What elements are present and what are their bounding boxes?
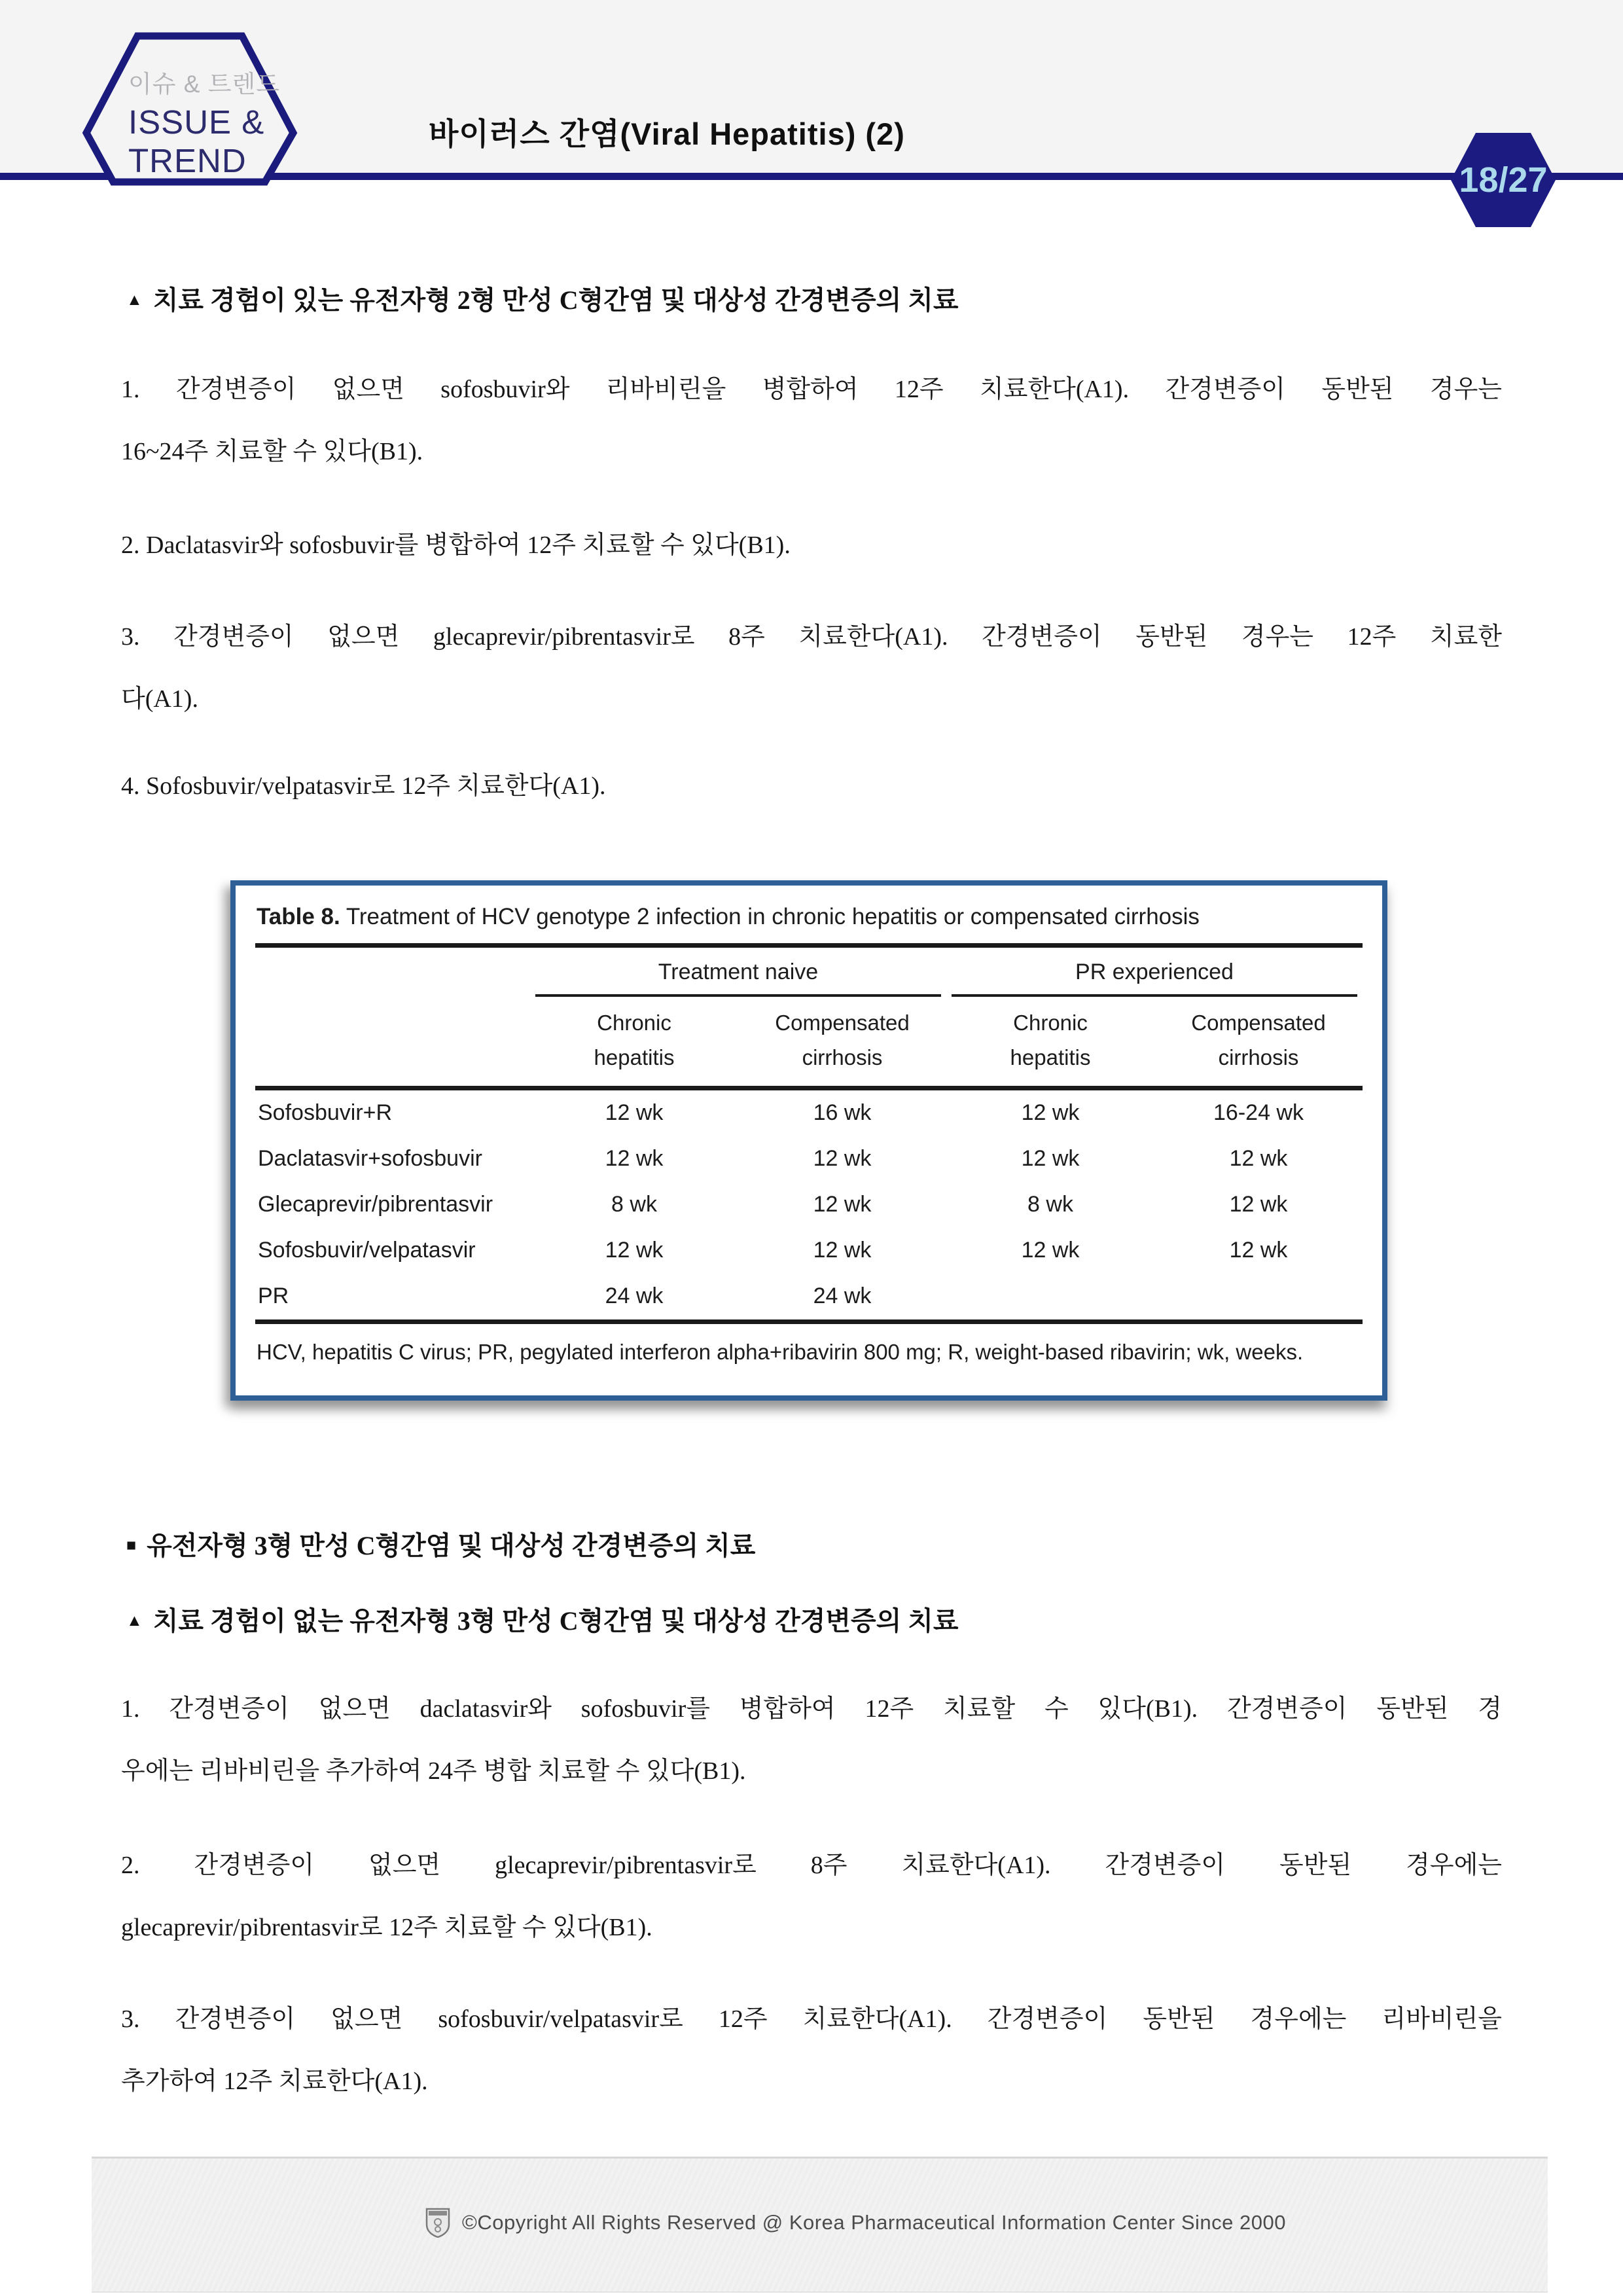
triangle-bullet-icon: ▲ (126, 291, 143, 309)
footer-content (92, 2208, 1548, 2238)
triangle-bullet-icon: ▲ (126, 1612, 143, 1630)
paragraph-line: glecaprevir/pibrentasvir로 12주 치료할 수 있다(B1). (121, 1914, 652, 1941)
badge-label-english-1: ISSUE & (128, 103, 265, 141)
heading-text: 치료 경험이 없는 유전자형 3형 만성 C형간염 및 대상성 간경변증의 치료 (152, 1606, 959, 1636)
table-top-rule (255, 943, 1363, 948)
row-value: 24 wk (605, 1283, 664, 1309)
row-value: 12 wk (813, 1192, 872, 1217)
row-drug-name: PR (258, 1283, 289, 1309)
page-number: 18/27 (1459, 160, 1548, 200)
heading-text: 치료 경험이 있는 유전자형 2형 만성 C형간염 및 대상성 간경변증의 치료 (152, 285, 959, 315)
paragraph-line: 1. 간경변증이 없으면 daclatasvir와 sofosbuvir를 병합하여 12주 치료할 수 있다(B1). 간경변증이 동반된 경 (121, 1695, 1502, 1723)
column-group-treatment-naive: Treatment naive (658, 960, 819, 984)
paragraph-line: 1. 간경변증이 없으면 sofosbuvir와 리바비린을 병합하여 12주 치료한다(A1). 간경변증이 동반된 경우는 (121, 376, 1502, 403)
row-value: 8 wk (1027, 1192, 1073, 1217)
row-drug-name: Daclatasvir+sofosbuvir (258, 1146, 482, 1172)
paragraph-line: 2. 간경변증이 없으면 glecaprevir/pibrentasvir로 8주 치료한다(A1). 간경변증이 동반된 경우에는 (121, 1852, 1502, 1879)
paragraph-line: 4. Sofosbuvir/velpatasvir로 12주 치료한다(A1). (121, 772, 606, 800)
row-drug-name: Sofosbuvir/velpatasvir (258, 1238, 476, 1263)
table-title-text: Treatment of HCV genotype 2 infection in chronic hepatitis or compensated cirrhosis (340, 904, 1200, 929)
heading-text: 유전자형 3형 만성 C형간염 및 대상성 간경변증의 치료 (147, 1531, 756, 1560)
footer-band (92, 2157, 1548, 2293)
section-heading-genotype2-experienced (126, 286, 1507, 315)
row-value: 8 wk (611, 1192, 657, 1217)
table-row (255, 1136, 1363, 1182)
table-bottom-rule (255, 1319, 1363, 1324)
row-drug-name: Sofosbuvir+R (258, 1100, 393, 1126)
row-value: 24 wk (813, 1283, 872, 1309)
paragraph-line: 16~24주 치료할 수 있다(B1). (121, 438, 423, 465)
row-value: 12 wk (605, 1238, 664, 1263)
paragraph-7 (121, 2004, 1502, 2128)
paragraph-line: 우에는 리바비린을 추가하여 24주 병합 치료할 수 있다(B1). (121, 1757, 746, 1785)
section-heading-genotype3-naive (126, 1607, 1507, 1636)
row-value: 12 wk (605, 1100, 664, 1126)
issue-trend-badge (128, 72, 280, 183)
row-value: 12 wk (1021, 1146, 1080, 1172)
table-subheader-row (255, 997, 1363, 1086)
section-heading-genotype3 (126, 1532, 1507, 1560)
row-value: 12 wk (813, 1146, 872, 1172)
table-row (255, 1228, 1363, 1274)
table-header-rule (255, 1086, 1363, 1090)
table-row (255, 1182, 1363, 1228)
table-title (255, 899, 1363, 943)
paragraph-4 (121, 771, 1502, 833)
row-value: 12 wk (1229, 1146, 1288, 1172)
paragraph-line: 3. 간경변증이 없으면 sofosbuvir/velpatasvir로 12주 치료한다(A1). 간경변증이 동반된 경우에는 리바비린을 (121, 2005, 1502, 2033)
badge-label-korean: 이슈 & 트렌드 (128, 71, 280, 98)
row-value: 12 wk (1229, 1192, 1288, 1217)
row-value: 16-24 wk (1213, 1100, 1304, 1126)
paragraph-line: 3. 간경변증이 없으면 glecaprevir/pibrentasvir로 8주 치료한다(A1). 간경변증이 동반된 경우는 12주 치료한 (121, 623, 1502, 651)
badge-label-english-2: TREND (128, 142, 247, 179)
paragraph-6 (121, 1850, 1502, 1975)
row-drug-name: Glecaprevir/pibrentasvir (258, 1192, 493, 1217)
row-value: 16 wk (813, 1100, 872, 1126)
subheader-cell: Chronic hepatitis (1010, 1011, 1091, 1069)
subheader-cell: Compensated cirrhosis (775, 1011, 910, 1069)
page-title: 바이러스 간염(Viral Hepatitis) (2) (429, 117, 905, 151)
paragraph-1 (121, 374, 1502, 499)
row-value: 12 wk (1021, 1238, 1080, 1263)
table-8 (230, 880, 1387, 1401)
paragraph-5 (121, 1694, 1502, 1818)
subheader-cell: Chronic hepatitis (594, 1011, 675, 1069)
paragraph-2 (121, 530, 1502, 592)
table-footnote: HCV, hepatitis C virus; PR, pegylated interferon alpha+ribavirin 800 mg; R, weight-based ribavirin; wk, weeks. (257, 1339, 1304, 1364)
table-title-number: Table 8. (257, 904, 340, 929)
row-value: 12 wk (813, 1238, 872, 1263)
table-group-header-row (255, 948, 1363, 994)
paragraph-line: 다(A1). (121, 685, 198, 713)
table-row (255, 1274, 1363, 1319)
paragraph-3 (121, 622, 1502, 746)
subheader-cell: Compensated cirrhosis (1191, 1011, 1326, 1069)
table-row (255, 1090, 1363, 1136)
row-value: 12 wk (1229, 1238, 1288, 1263)
paragraph-line: 추가하여 12주 치료한다(A1). (121, 2068, 428, 2095)
kpic-shield-icon (425, 2208, 450, 2238)
copyright-text: ©Copyright All Rights Reserved @ Korea Pharmaceutical Information Center Since 2000 (462, 2211, 1286, 2234)
row-value: 12 wk (605, 1146, 664, 1172)
row-value: 12 wk (1021, 1100, 1080, 1126)
column-group-pr-experienced: PR experienced (1075, 960, 1234, 984)
paragraph-line: 2. Daclatasvir와 sofosbuvir를 병합하여 12주 치료할 수 있다(B1). (121, 531, 791, 559)
square-bullet-icon: ■ (126, 1537, 137, 1554)
